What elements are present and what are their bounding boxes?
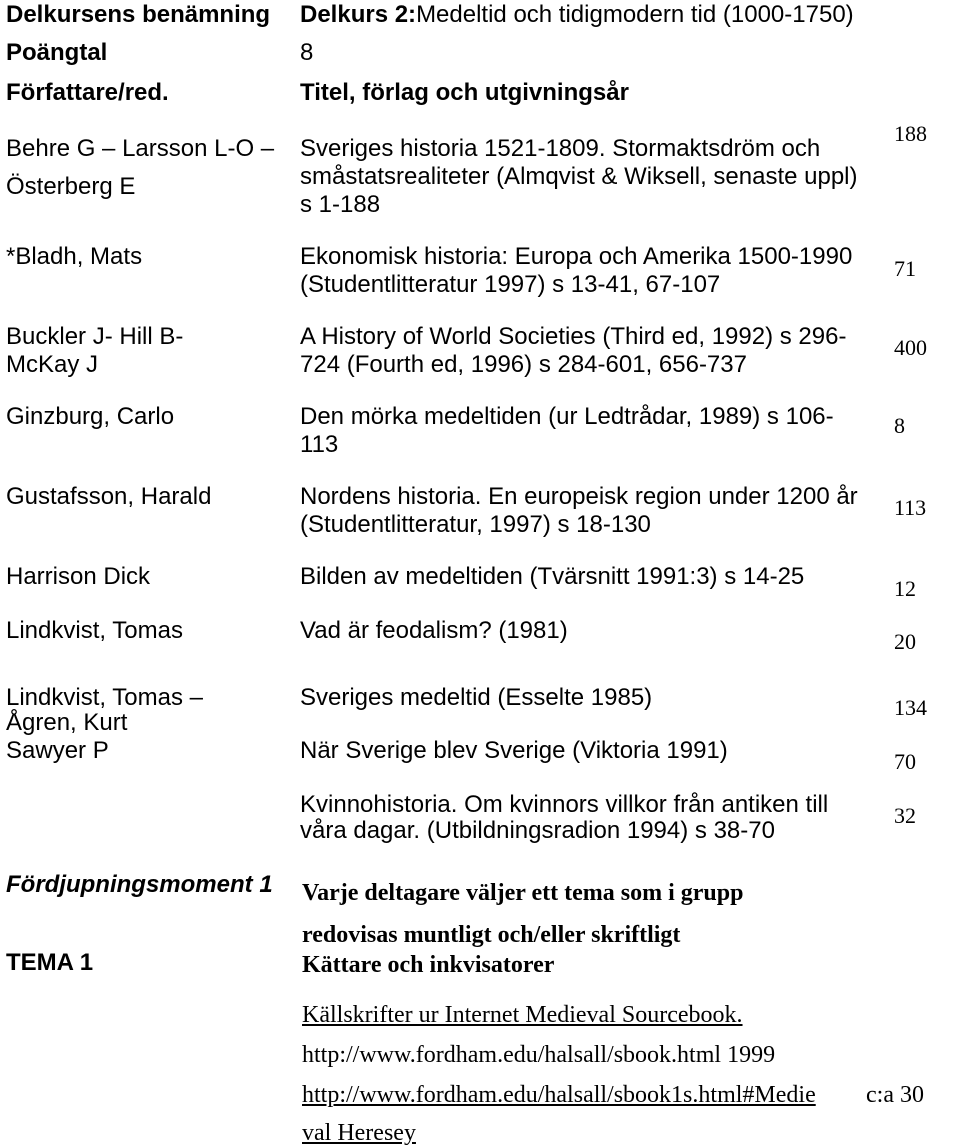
entry-title: (Studentlitteratur, 1997) s 18-130 bbox=[300, 511, 651, 538]
entry-pages: 113 bbox=[894, 495, 927, 520]
course-value-prefix: Delkurs 2: bbox=[300, 1, 417, 28]
entry-pages: 12 bbox=[894, 576, 916, 601]
entry-author: Behre G – Larsson L-O – bbox=[6, 135, 275, 162]
entry-author: Ågren, Kurt bbox=[6, 709, 128, 736]
entry-pages: 32 bbox=[894, 803, 916, 828]
entry-title: Kvinnohistoria. Om kvinnors villkor från antiken till bbox=[300, 791, 829, 818]
entry-author: Lindkvist, Tomas bbox=[6, 617, 183, 644]
entry-title: s 1-188 bbox=[300, 191, 381, 218]
entry-author: *Bladh, Mats bbox=[6, 243, 143, 270]
source-url-2-link-cont[interactable]: val Heresey bbox=[302, 1120, 416, 1146]
entry-title: När Sverige blev Sverige (Viktoria 1991) bbox=[300, 737, 728, 764]
fordjupning-label: Fördjupningsmoment 1 bbox=[6, 871, 273, 898]
entry-title: våra dagar. (Utbildningsradion 1994) s 38-70 bbox=[300, 817, 775, 844]
entry-title: Nordens historia. En europeisk region under 1200 år bbox=[300, 483, 858, 510]
fordjupning-text: Varje deltagare väljer ett tema som i grupp bbox=[302, 880, 744, 906]
entry-title: A History of World Societies (Third ed, 1992) s 296- bbox=[300, 323, 847, 350]
course-value bbox=[300, 2, 854, 28]
entry-pages: 70 bbox=[894, 749, 916, 774]
entry-title: (Studentlitteratur 1997) s 13-41, 67-107 bbox=[300, 271, 721, 298]
source-url-1: http://www.fordham.edu/halsall/sbook.html 1999 bbox=[302, 1042, 776, 1068]
entry-author: Ginzburg, Carlo bbox=[6, 403, 175, 430]
entry-title: Ekonomisk historia: Europa och Amerika 1500-1990 bbox=[300, 243, 853, 270]
course-label: Delkursens benämning bbox=[6, 1, 271, 28]
entry-pages: 188 bbox=[894, 121, 927, 146]
entry-title: 724 (Fourth ed, 1996) s 284-601, 656-737 bbox=[300, 351, 747, 378]
tema-pages: c:a 30 bbox=[866, 1082, 924, 1108]
title-column-header: Titel, förlag och utgivningsår bbox=[300, 79, 629, 106]
entry-title: småstatsrealiteter (Almqvist & Wiksell, senaste uppl) bbox=[300, 163, 858, 190]
entry-author: Sawyer P bbox=[6, 737, 109, 764]
tema-label: TEMA 1 bbox=[6, 949, 94, 976]
credits-label: Poängtal bbox=[6, 39, 108, 66]
entry-author: McKay J bbox=[6, 351, 99, 378]
sourcebook-link[interactable]: Källskrifter ur Internet Medieval Sourcebook. bbox=[302, 1002, 743, 1028]
entry-pages: 8 bbox=[894, 413, 905, 438]
entry-title: Bilden av medeltiden (Tvärsnitt 1991:3) s 14-25 bbox=[300, 563, 805, 590]
source-url-2-link[interactable]: http://www.fordham.edu/halsall/sbook1s.html#Medie bbox=[302, 1082, 816, 1108]
entry-title: Sveriges medeltid (Esselte 1985) bbox=[300, 684, 653, 711]
author-column-header: Författare/red. bbox=[6, 79, 169, 106]
entry-author: Gustafsson, Harald bbox=[6, 483, 212, 510]
entry-author: Harrison Dick bbox=[6, 563, 151, 590]
entry-author: Lindkvist, Tomas – bbox=[6, 684, 203, 711]
tema-title: Kättare och inkvisatorer bbox=[302, 952, 555, 978]
course-value-rest: Medeltid och tidigmodern tid (1000-1750) bbox=[416, 1, 854, 28]
entry-pages: 71 bbox=[894, 256, 916, 281]
entry-pages: 400 bbox=[894, 335, 927, 360]
entry-title: Den mörka medeltiden (ur Ledtrådar, 1989) s 106- bbox=[300, 403, 834, 430]
entry-pages: 134 bbox=[894, 695, 927, 720]
entry-pages: 20 bbox=[894, 629, 916, 654]
entry-author: Österberg E bbox=[6, 173, 136, 200]
entry-author: Buckler J- Hill B- bbox=[6, 323, 184, 350]
entry-title: Sveriges historia 1521-1809. Stormaktsdröm och bbox=[300, 135, 821, 162]
fordjupning-text: redovisas muntligt och/eller skriftligt bbox=[302, 922, 681, 948]
entry-title: Vad är feodalism? (1981) bbox=[300, 617, 568, 644]
entry-title: 113 bbox=[300, 431, 339, 458]
credits-value: 8 bbox=[300, 39, 314, 66]
